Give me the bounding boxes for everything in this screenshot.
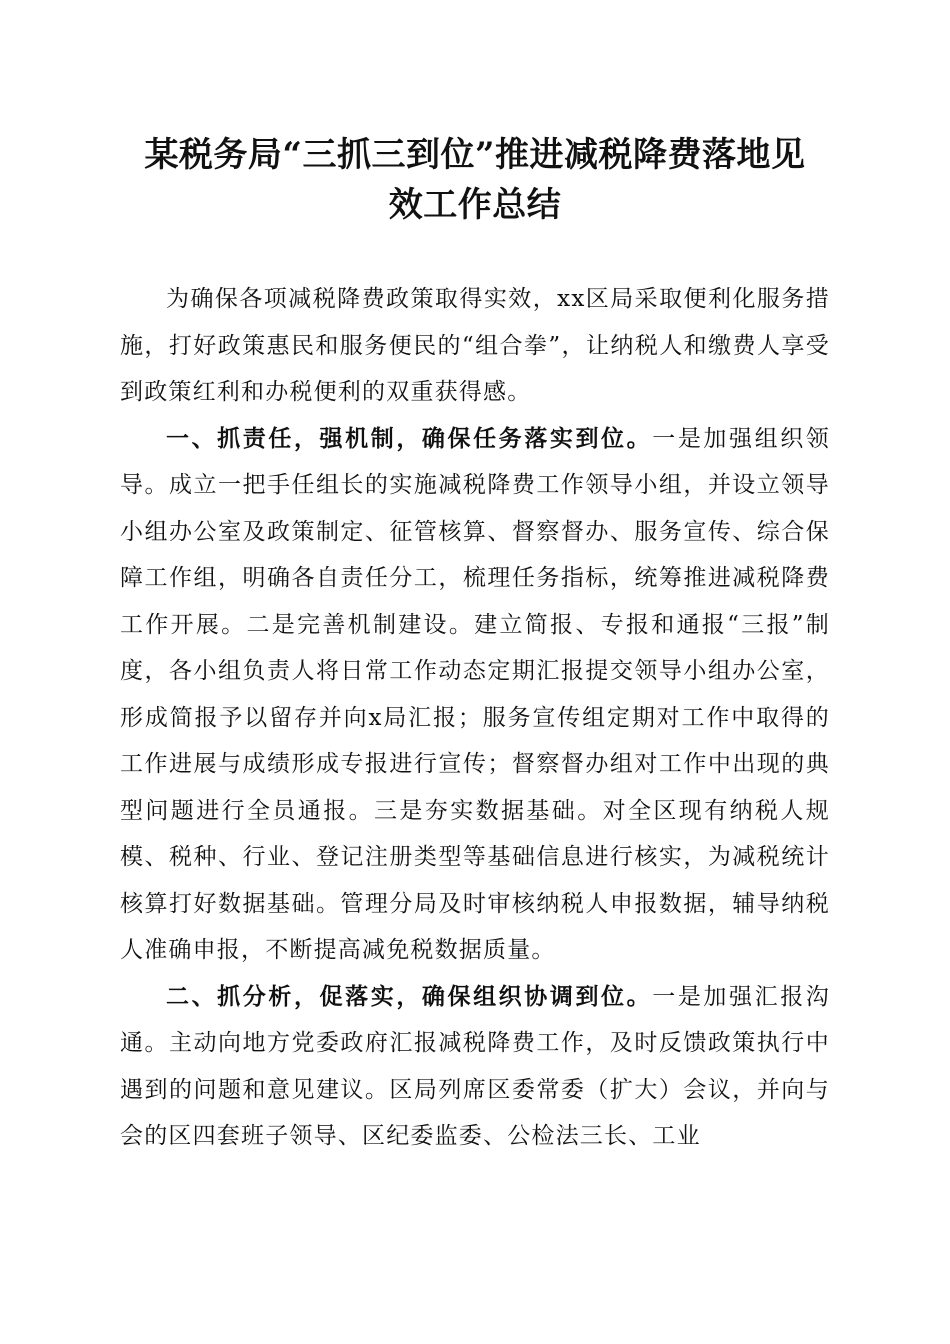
section-heading: 一、抓责任，强机制，确保任务落实到位。 [166,424,653,452]
paragraph-text: 为确保各项减税降费政策取得实效，xx区局采取便利化服务措施，打好政策惠民和服务便民的“组合拳”，让纳税人和缴费人享受到政策红利和办税便利的双重获得感。 [120,286,830,405]
section-heading: 二、抓分析，促落实，确保组织协调到位。 [166,982,653,1010]
document-body [120,276,830,1160]
document-title [100,130,850,230]
paragraph-section-2 [120,974,830,1160]
paragraph-intro [120,276,830,416]
title-line-1: 某税务局“三抓三到位”推进减税降费落地见 [144,135,806,175]
title-line-2: 效工作总结 [388,185,562,225]
paragraph-text: 一是加强组织领导。成立一把手任组长的实施减税降费工作领导小组，并设立领导小组办公室及政策制定、征管核算、督察督办、服务宣传、综合保障工作组，明确各自责任分工，梳理任务指标，统筹推进减税降费工作开展。二是完善机制建设。建立简报、专报和通报“三报”制度，各小组负责人将日常工作动态定期汇报提交领导小组办公室，形成简报予以留存并向x局汇报；服务宣传组定期对工作中取得的工作进展与成绩形成专报进行宣传；督察督办组对工作中出现的典型问题进行全员通报。三是夯实数据基础。对全区现有纳税人规模、税种、行业、登记注册类型等基础信息进行核实，为减税统计核算打好数据基础。管理分局及时审核纳税人申报数据，辅导纳税人准确申报，不断提高减免税数据质量。 [120,425,830,963]
paragraph-text: 一是加强汇报沟通。主动向地方党委政府汇报减税降费工作，及时反馈政策执行中遇到的问题和意见建议。区局列席区委常委（扩大）会议，并向与会的区四套班子领导、区纪委监委、公检法三长、工业 [120,983,830,1149]
paragraph-section-1 [120,416,830,974]
